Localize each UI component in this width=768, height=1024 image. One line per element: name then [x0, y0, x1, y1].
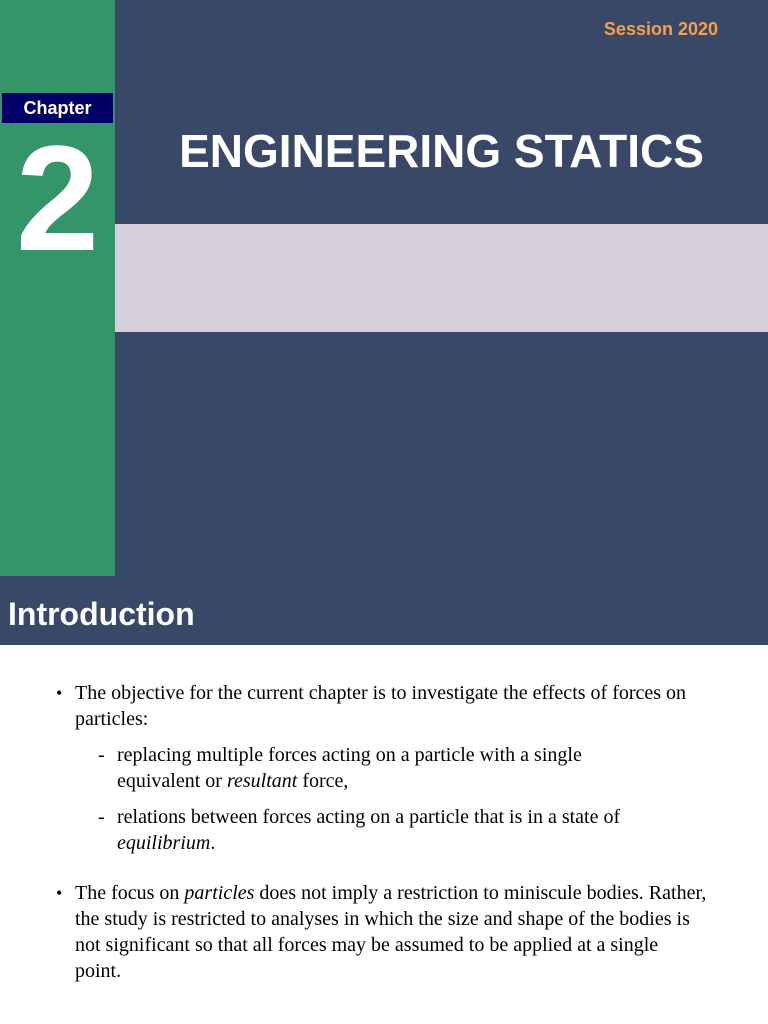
- bullet-text: The focus on: [75, 882, 185, 904]
- bullet-emphasis: particles: [184, 882, 255, 904]
- chapter-label: Chapter: [2, 93, 113, 123]
- chapter-sidebar: [0, 0, 115, 576]
- sub-item-text: replacing multiple forces acting on a particle with a single equivalent or: [117, 744, 582, 792]
- bullet-glyph: •: [56, 883, 63, 903]
- bullet-text-end: does not imply a restriction to miniscule bodies. Rather, the study is restricted to analyses in which the size and shape of the bodies is not significant so that all forces may be assumed to be applied at a single point.: [75, 882, 707, 982]
- bullet-glyph: •: [56, 683, 63, 703]
- sub-item: [0, 804, 768, 856]
- sub-item-emphasis: resultant: [226, 770, 298, 792]
- session-label: Session 2020: [603, 19, 718, 39]
- sub-item-emphasis: equilibrium: [117, 832, 211, 854]
- slide-body: [0, 678, 768, 984]
- decorative-band: [115, 224, 768, 332]
- section-title: Introduction: [8, 596, 195, 632]
- chapter-number: 2: [15, 114, 100, 282]
- dash-glyph: -: [98, 744, 105, 766]
- bullet-item: [0, 880, 768, 984]
- bullet-text: The objective for the current chapter is to investigate the effects of forces on particles:: [75, 682, 687, 730]
- slide-title: ENGINEERING STATICS: [179, 125, 704, 177]
- sub-item-text-end: force,: [297, 770, 349, 792]
- sub-item: [0, 742, 768, 794]
- sub-item-text: relations between forces acting on a particle that is in a state of: [117, 806, 621, 828]
- dash-glyph: -: [98, 806, 105, 828]
- sub-item-text-end: .: [210, 832, 216, 854]
- bullet-item: [0, 680, 768, 732]
